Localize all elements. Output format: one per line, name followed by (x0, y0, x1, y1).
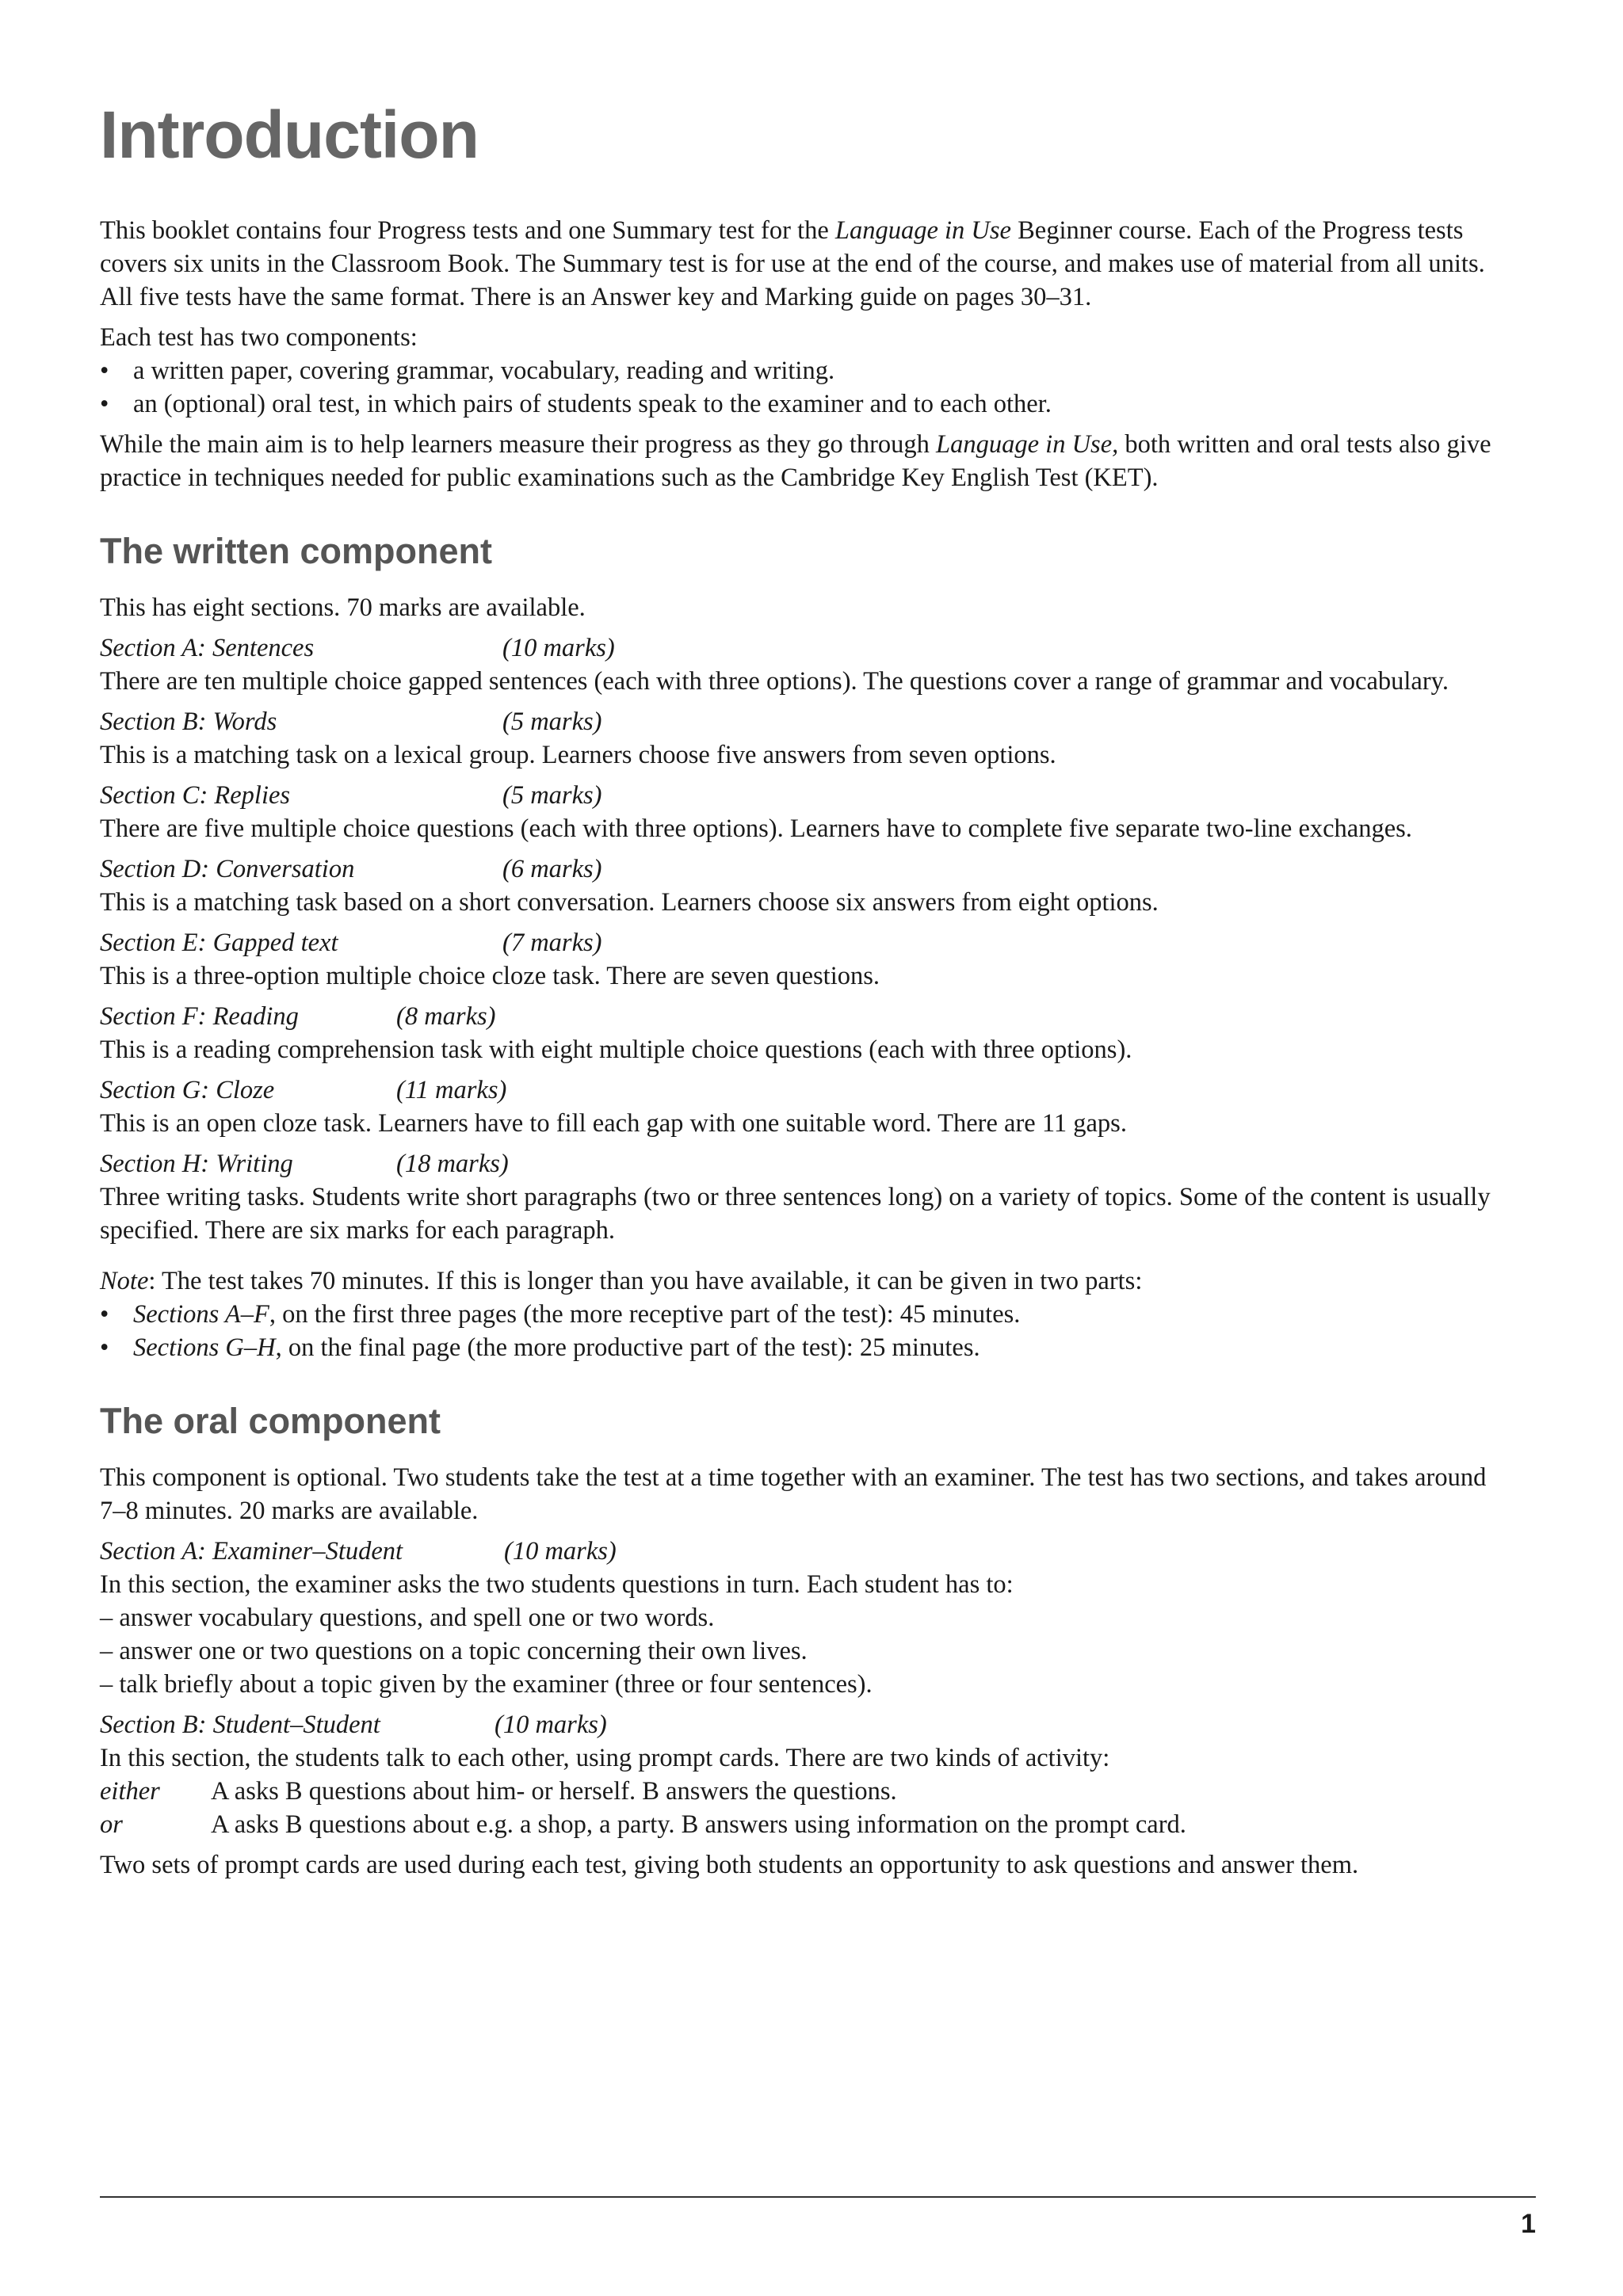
oral-tasks-list (100, 1601, 1495, 1701)
section-name: Section A: Examiner–Student (100, 1537, 403, 1566)
section-description: Three writing tasks. Students write short paragraphs (two or three sentences long) on a variety of topics. Some of the content is usually specified. There are six marks for each paragraph. (100, 1183, 1491, 1245)
oral-section-a (100, 1535, 1495, 1701)
intro-paragraph-2: Each test has two components: (100, 323, 418, 352)
written-section-c (100, 779, 1495, 845)
section-marks: (7 marks) (502, 929, 602, 957)
section-name: Section F: Reading (100, 1002, 299, 1031)
oral-component-heading: The oral component (100, 1401, 441, 1441)
section-marks: (5 marks) (502, 781, 602, 810)
activity-key: or (100, 1810, 123, 1839)
list-item: – answer vocabulary questions, and spell one or two words. (100, 1604, 715, 1632)
section-name: Section B: Student–Student (100, 1711, 380, 1739)
section-marks: (11 marks) (396, 1076, 507, 1104)
list-item: – talk briefly about a topic given by the examiner (three or four sentences). (100, 1670, 873, 1699)
components-list (100, 354, 1495, 421)
written-section-b (100, 705, 1495, 772)
section-name: Section E: Gapped text (100, 929, 338, 957)
section-description: In this section, the examiner asks the two students questions in turn. Each student has to: (100, 1570, 1014, 1599)
section-description: There are ten multiple choice gapped sentences (each with three options). The questions cover a range of grammar and vocabulary. (100, 667, 1449, 696)
document-page (100, 95, 1495, 1889)
list-item: • a written paper, covering grammar, vocabulary, reading and writing. (100, 354, 1495, 387)
section-description: This is an open cloze task. Learners have to fill each gap with one suitable word. There are 11 gaps. (100, 1109, 1127, 1138)
activity-row (100, 1775, 1495, 1808)
written-lead: This has eight sections. 70 marks are available. (100, 593, 586, 622)
section-name: Section G: Cloze (100, 1076, 275, 1104)
list-item: – answer one or two questions on a topic concerning their own lives. (100, 1637, 808, 1665)
section-name: Section C: Replies (100, 781, 291, 810)
timing-parts-list (100, 1298, 1495, 1364)
oral-section-b (100, 1708, 1495, 1841)
list-item: • Sections G–H, on the final page (the more productive part of the test): 25 minutes. (100, 1331, 1495, 1364)
intro-paragraph-3: While the main aim is to help learners measure their progress as they go through Language in Use, both written and oral tests also give practice in techniques needed for public examinations such as the Cambridge Key English Test (KET). (100, 430, 1491, 492)
activity-row (100, 1808, 1495, 1841)
written-section-h (100, 1147, 1495, 1247)
list-item: • Sections A–F, on the first three pages (the more receptive part of the test): 45 minutes. (100, 1298, 1495, 1331)
section-marks: (10 marks) (502, 634, 615, 662)
written-section-g (100, 1074, 1495, 1140)
oral-lead: This component is optional. Two students take the test at a time together with an examiner. The test has two sections, and takes around 7–8 minutes. 20 marks are available. (100, 1463, 1487, 1525)
written-section-d (100, 852, 1495, 919)
course-title: Language in Use (834, 216, 1011, 245)
section-description: In this section, the students talk to each other, using prompt cards. There are two kinds of activity: (100, 1744, 1110, 1772)
section-name: Section D: Conversation (100, 855, 355, 883)
section-marks: (10 marks) (495, 1711, 607, 1739)
section-name: Section H: Writing (100, 1150, 293, 1178)
section-marks: (6 marks) (502, 855, 602, 883)
section-description: This is a three-option multiple choice cloze task. There are seven questions. (100, 962, 880, 990)
section-description: There are five multiple choice questions (each with three options). Learners have to complete five separate two-line exchanges. (100, 814, 1412, 843)
written-section-e (100, 926, 1495, 993)
written-component-heading: The written component (100, 531, 492, 571)
section-description: This is a reading comprehension task with eight multiple choice questions (each with three options). (100, 1035, 1132, 1064)
page-number: 1 (1521, 2209, 1536, 2239)
activity-text: A asks B questions about e.g. a shop, a party. B answers using information on the prompt card. (211, 1810, 1186, 1839)
course-title: Language in Use, (936, 430, 1119, 459)
section-marks: (10 marks) (504, 1537, 617, 1566)
activity-key: either (100, 1777, 160, 1806)
activity-text: A asks B questions about him- or herself. B answers the questions. (211, 1777, 897, 1806)
section-marks: (8 marks) (396, 1002, 496, 1031)
written-section-a (100, 631, 1495, 698)
section-name: Section A: Sentences (100, 634, 315, 662)
oral-closing: Two sets of prompt cards are used during each test, giving both students an opportunity to ask questions and answer them. (100, 1851, 1359, 1879)
intro-paragraph-1: This booklet contains four Progress tests and one Summary test for the Language in Use Beginner course. Each of the Progress tests covers six units in the Classroom Book. The Summary test is for use at the end of the course, and makes use of material from all units. All five tests have the same format. There is an Answer key and Marking guide on pages 30–31. (100, 216, 1485, 311)
section-description: This is a matching task based on a short conversation. Learners choose six answers from eight options. (100, 888, 1159, 917)
page-title: Introduction (100, 97, 479, 172)
section-marks: (18 marks) (396, 1150, 509, 1178)
list-item: • an (optional) oral test, in which pairs of students speak to the examiner and to each other. (100, 387, 1495, 421)
section-description: This is a matching task on a lexical group. Learners choose five answers from seven options. (100, 741, 1056, 769)
section-marks: (5 marks) (502, 707, 602, 736)
note-label: Note (100, 1267, 149, 1295)
section-name: Section B: Words (100, 707, 277, 736)
footer-rule (100, 2196, 1536, 2198)
written-section-f (100, 1000, 1495, 1066)
timing-note: Note: The test takes 70 minutes. If this is longer than you have available, it can be given in two parts: (100, 1267, 1143, 1295)
